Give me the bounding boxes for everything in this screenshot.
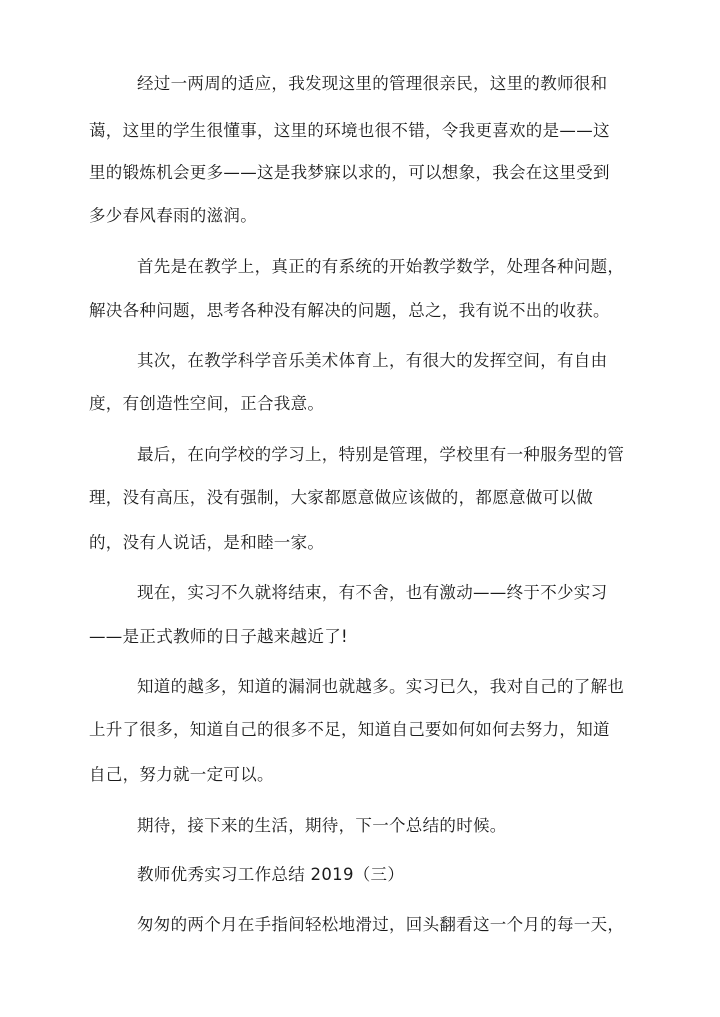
paragraph-6-line-2: 上升了很多，知道自己的很多不足，知道自己要如何如何去努力，知道 <box>89 720 610 739</box>
paragraph-9-line-1: 匆匆的两个月在手指间轻松地滑过，回头翻看这一个月的每一天， <box>137 915 625 934</box>
paragraph-3-line-1: 其次，在教学科学音乐美术体育上，有很大的发挥空间，有自由 <box>137 351 608 370</box>
paragraph-5-line-2: ——是正式教师的日子越来越近了! <box>89 627 348 646</box>
paragraph-2-line-2: 解决各种问题，思考各种没有解决的问题，总之，我有说不出的收获。 <box>89 301 610 320</box>
paragraph-4-line-1: 最后，在向学校的学习上，特别是管理，学校里有一种服务型的管 <box>137 445 625 464</box>
paragraph-4-line-3: 的，没有人说话，是和睦一家。 <box>89 533 325 552</box>
paragraph-6-line-3: 自己，努力就一定可以。 <box>89 765 274 784</box>
paragraph-1-line-2: 蔼，这里的学生很懂事，这里的环境也很不错，令我更喜欢的是——这 <box>89 121 610 140</box>
paragraph-1-line-3: 里的锻炼机会更多——这是我梦寐以求的，可以想象，我会在这里受到 <box>89 163 610 182</box>
paragraph-7-line-1: 期待，接下来的生活，期待，下一个总结的时候。 <box>137 816 507 835</box>
paragraph-1-line-4: 多少春风春雨的滋润。 <box>89 206 257 225</box>
section-heading: 教师优秀实习工作总结 2019（三） <box>137 865 405 884</box>
paragraph-3-line-2: 度，有创造性空间，正合我意。 <box>89 394 325 413</box>
paragraph-5-line-1: 现在，实习不久就将结束，有不舍，也有激动——终于不少实习 <box>137 583 608 602</box>
paragraph-4-line-2: 理，没有高压，没有强制，大家都愿意做应该做的，都愿意做可以做 <box>89 488 593 507</box>
paragraph-1-line-1: 经过一两周的适应，我发现这里的管理很亲民，这里的教师很和 <box>137 74 608 93</box>
paragraph-6-line-1: 知道的越多，知道的漏洞也就越多。实习已久，我对自己的了解也 <box>137 677 625 696</box>
paragraph-2-line-1: 首先是在教学上，真正的有系统的开始教学数学，处理各种问题， <box>137 257 625 276</box>
